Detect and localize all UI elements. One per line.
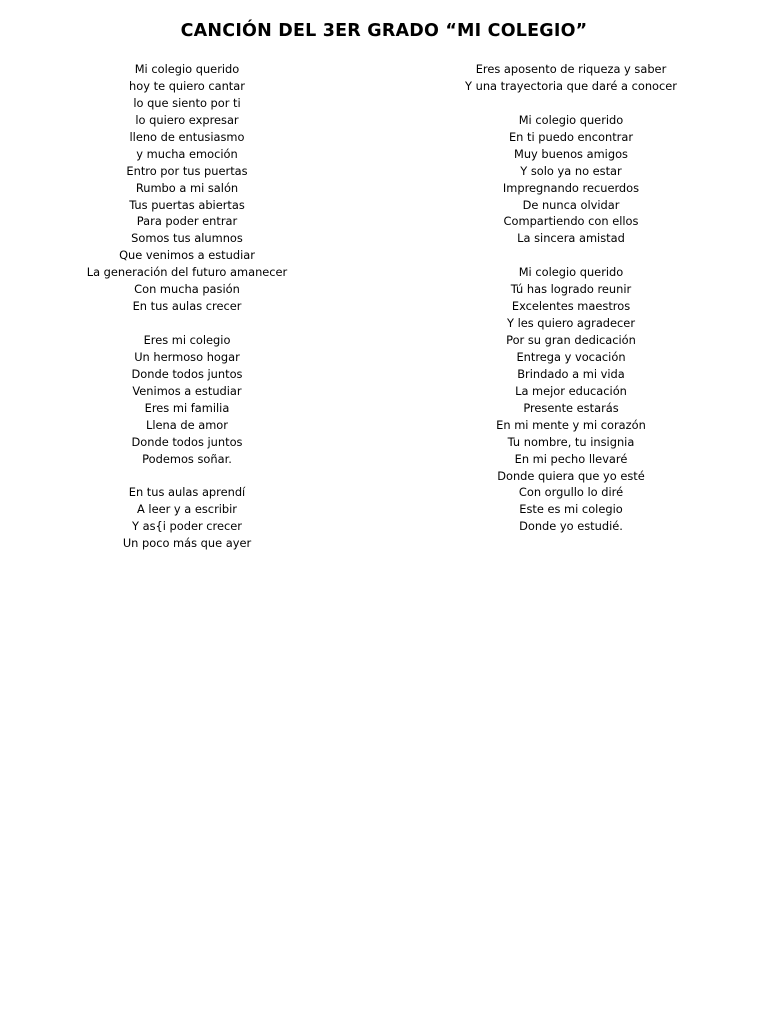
verse-line: Eres mi familia [144,400,230,415]
left-column-lyrics [60,61,314,569]
verse-line: Entrega y vocación [516,349,626,364]
song-title: CANCIÓN DEL 3ER GRADO “MI COLEGIO” [180,21,588,41]
right-column-lyrics [441,61,701,552]
verse-line: Tú has logrado reunir [510,282,632,297]
verse-line: Tu nombre, tu insignia [507,434,635,449]
verse-line: Donde todos juntos [131,366,243,381]
verse-line: Para poder entrar [136,214,238,229]
verse-line: Con mucha pasión [134,282,240,297]
verse-line: La mejor educación [515,383,627,398]
verse-line: y mucha emoción [136,146,238,161]
verse-line: Llena de amor [146,417,228,432]
verse-line: Podemos soñar. [142,451,232,466]
verse-line: Y as{i poder crecer [132,519,242,534]
verse-line: Por su gran dedicación [506,333,636,347]
verse-line: Donde yo estudié. [519,519,623,534]
stanza [60,332,314,468]
verse-line: Que venimos a estudiar [119,248,255,263]
verse-line: Rumbo a mi salón [135,180,239,195]
verse-line: hoy te quiero cantar [129,78,245,93]
verse-line: Compartiendo con ellos [503,214,639,229]
verse-line: Donde quiera que yo esté [497,468,645,483]
verse-line: Este es mi colegio [519,502,623,517]
verse-line: Brindado a mi vida [517,366,625,381]
stanza [60,484,314,552]
verse-line: Y les quiero agradecer [506,316,636,331]
verse-line: lo quiero expresar [135,112,239,127]
verse-line: Un hermoso hogar [134,349,240,364]
stanza [441,264,701,535]
verse-line: Eres aposento de riqueza y saber [475,62,667,76]
verse-line: La generación del futuro amanecer [86,265,288,280]
verse-line: Impregnando recuerdos [502,180,640,195]
verse-line: Eres mi colegio [143,333,231,347]
stanza [441,112,701,248]
verse-line: La sincera amistad [517,231,625,246]
verse-line: lleno de entusiasmo [129,129,245,144]
verse-line: En tus aulas aprendí [128,485,246,500]
verse-line: Con orgullo lo diré [518,485,624,500]
verse-line: En mi pecho llevaré [514,451,628,466]
verse-line: Entro por tus puertas [126,163,248,178]
verse-line: Un poco más que ayer [122,536,252,551]
verse-line: De nunca olvidar [522,197,620,212]
stanza [441,61,701,95]
verse-line: A leer y a escribir [137,502,237,517]
verse-line: Presente estarás [523,400,619,415]
stanza [60,61,314,315]
verse-line: Mi colegio querido [518,112,624,127]
verse-line: Excelentes maestros [511,299,631,314]
verse-line: Donde todos juntos [131,434,243,449]
verse-line: En ti puedo encontrar [508,129,634,144]
verse-line: lo que siento por ti [133,95,241,110]
verse-line: Mi colegio querido [518,265,624,280]
verse-line: En mi mente y mi corazón [496,417,646,432]
verse-line: Tus puertas abiertas [129,197,245,212]
verse-line: Muy buenos amigos [514,146,628,161]
verse-line: Somos tus alumnos [131,231,243,246]
verse-line: En tus aulas crecer [132,299,242,314]
verse-line: Y solo ya no estar [520,163,622,178]
verse-line: Venimos a estudiar [132,383,242,398]
verse-line: Mi colegio querido [134,62,240,76]
verse-line: Y una trayectoria que daré a conocer [465,78,677,93]
